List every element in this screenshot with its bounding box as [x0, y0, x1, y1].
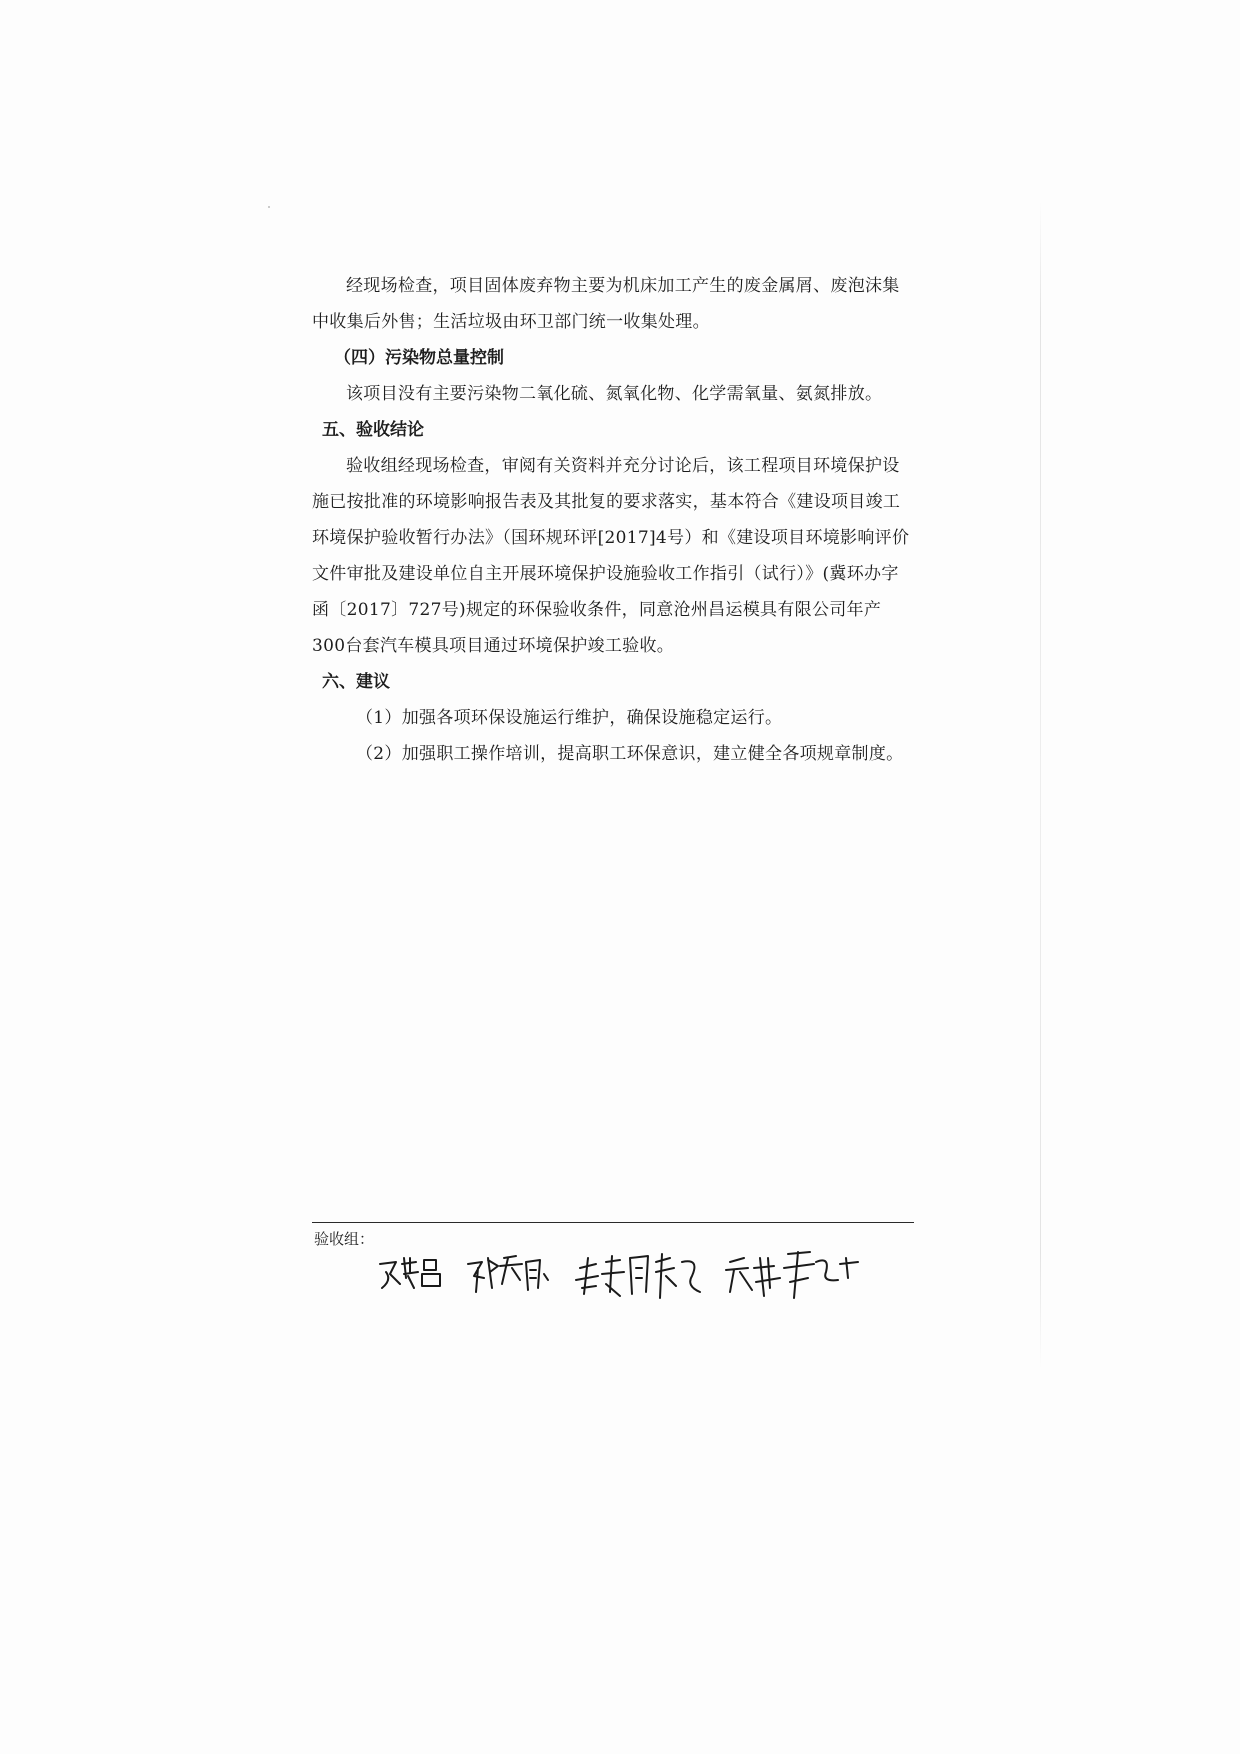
- paragraph-pollutant: 该项目没有主要污染物二氧化硫、氮氧化物、化学需氧量、氨氮排放。: [346, 384, 883, 404]
- paragraph-conclusion: 验收组经现场检查，审阅有关资料并充分讨论后，该工程项目环境保护设施已按批准的环境影响报告表及其批复的要求落实，基本符合《建设项目竣工环境保护验收暂行办法》（国环规环评[2017]4号）和《建设项目环境影响评价文件审批及建设单位自主开展环境保护设施验收工作指引（试行）》(冀环办字函〔2017〕727号)规定的环保验收条件，同意沧州昌运模具有限公司年产300台套汽车模具项目通过环境保护竣工验收。: [312, 456, 910, 656]
- scan-speck: [268, 206, 270, 208]
- signatures-image: [370, 1228, 970, 1338]
- suggestion-item-2: （2）加强职工操作培训，提高职工环保意识，建立健全各项规章制度。: [356, 744, 904, 764]
- heading-conclusion: 五、验收结论: [322, 420, 424, 440]
- signature-divider: [312, 1222, 914, 1223]
- document-body: [312, 268, 912, 772]
- signature-4: [726, 1252, 858, 1298]
- signature-2: [468, 1256, 548, 1292]
- scan-edge-line: [1040, 200, 1041, 1370]
- signature-1: [380, 1258, 440, 1288]
- signature-3: [576, 1254, 700, 1298]
- heading-pollutant-control: （四）污染物总量控制: [334, 348, 504, 368]
- paragraph-solid-waste: 经现场检查，项目固体废弃物主要为机床加工产生的废金属屑、废泡沫集中收集后外售；生活垃圾由环卫部门统一收集处理。: [312, 276, 900, 332]
- signature-label: 验收组：: [314, 1230, 375, 1248]
- suggestion-item-1: （1）加强各项环保设施运行维护，确保设施稳定运行。: [356, 708, 783, 728]
- handwritten-signatures: [370, 1228, 970, 1338]
- heading-suggestions: 六、建议: [322, 672, 390, 692]
